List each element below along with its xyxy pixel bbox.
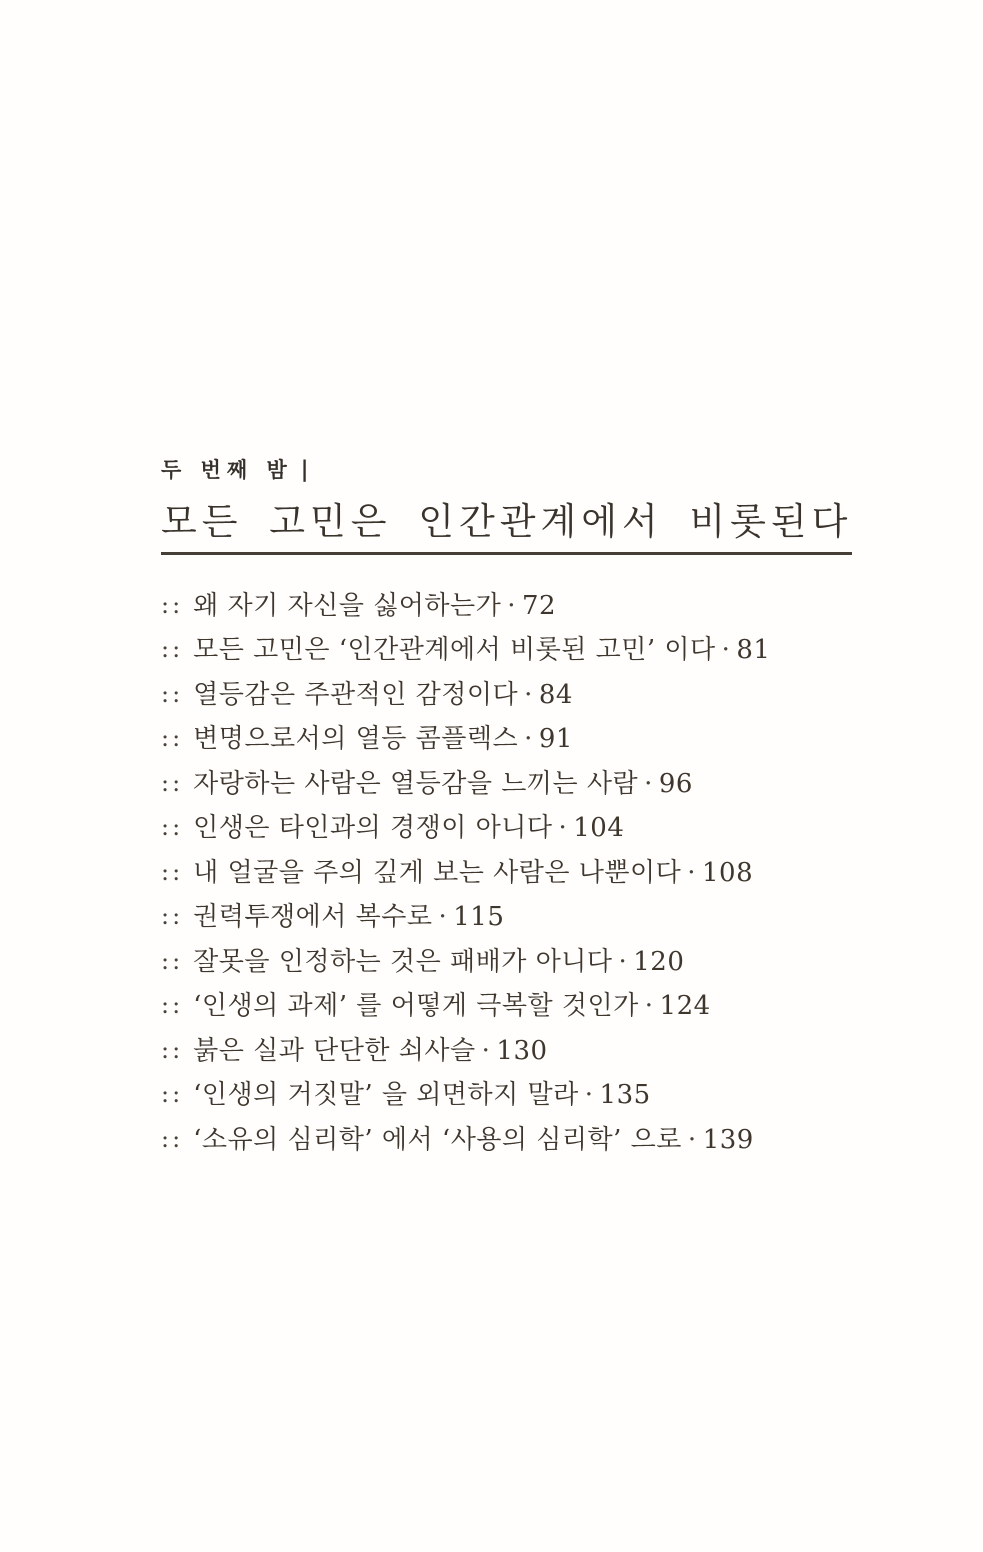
toc-page-number: 84 — [538, 679, 573, 710]
toc-item — [161, 635, 881, 666]
toc-page-number: 96 — [658, 768, 693, 799]
toc-item — [161, 902, 881, 933]
toc-item — [161, 857, 881, 888]
toc-item-title: 내 얼굴을 주의 깊게 보는 사람은 나뿐이다 — [193, 857, 682, 888]
toc-item — [161, 991, 881, 1022]
toc-item-title: 붉은 실과 단단한 쇠사슬 — [193, 1035, 476, 1066]
toc-page-number: 135 — [599, 1080, 651, 1111]
toc-page-number: 139 — [702, 1124, 754, 1155]
toc-item-title: 변명으로서의 열등 콤플렉스 — [193, 724, 519, 755]
toc-item — [161, 813, 881, 844]
toc-separator: · — [584, 1080, 594, 1111]
toc-item-title: 잘못을 인정하는 것은 패배가 아니다 — [193, 946, 613, 977]
toc-item-title: ‘소유의 심리학’ 에서 ‘사용의 심리학’ 으로 — [193, 1124, 682, 1155]
toc-page-number: 130 — [496, 1035, 548, 1066]
toc-separator: · — [438, 902, 448, 933]
toc-marker: :: — [161, 857, 184, 886]
toc-item — [161, 1035, 881, 1066]
toc-marker: :: — [161, 1035, 184, 1064]
toc-item — [161, 1080, 881, 1111]
chapter-label: 두 번째 밤 — [161, 458, 293, 482]
table-of-contents — [161, 456, 881, 1171]
toc-item-title: ‘인생의 과제’ 를 어떻게 극복할 것인가 — [193, 991, 639, 1022]
toc-page-number: 108 — [702, 857, 754, 888]
toc-page-number: 72 — [522, 590, 557, 621]
toc-page-number: 115 — [453, 902, 505, 933]
toc-marker: :: — [161, 590, 184, 619]
toc-item-title: 자랑하는 사람은 열등감을 느끼는 사람 — [193, 768, 639, 799]
toc-item — [161, 590, 881, 621]
toc-marker: :: — [161, 991, 184, 1020]
toc-item — [161, 1124, 881, 1155]
toc-separator: · — [524, 679, 533, 710]
toc-separator: · — [687, 1124, 697, 1155]
toc-page-number: 104 — [573, 813, 625, 844]
toc-item-title: 권력투쟁에서 복수로 — [193, 902, 433, 933]
toc-marker: :: — [161, 635, 184, 664]
toc-item — [161, 768, 881, 799]
toc-page-number: 81 — [736, 635, 771, 666]
toc-item-title: 열등감은 주관적인 감정이다 — [193, 679, 519, 710]
toc-separator: · — [687, 857, 696, 888]
toc-separator: · — [558, 813, 568, 844]
toc-marker: :: — [161, 902, 184, 931]
toc-separator: · — [644, 991, 654, 1022]
toc-marker: :: — [161, 813, 184, 842]
toc-item-title: 모든 고민은 ‘인간관계에서 비롯된 고민’ 이다 — [193, 635, 716, 666]
toc-marker: :: — [161, 946, 184, 975]
toc-marker: :: — [161, 1124, 184, 1153]
chapter-divider-bar: | — [300, 456, 315, 482]
toc-item-title: 왜 자기 자신을 싫어하는가 — [193, 590, 502, 621]
toc-marker: :: — [161, 724, 184, 753]
toc-list — [161, 590, 881, 1155]
toc-item-title: 인생은 타인과의 경쟁이 아니다 — [193, 813, 553, 844]
toc-marker: :: — [161, 1080, 184, 1109]
toc-separator: · — [507, 590, 517, 621]
chapter-label-row — [161, 456, 881, 482]
toc-separator: · — [644, 768, 653, 799]
toc-item — [161, 724, 881, 755]
toc-marker: :: — [161, 768, 184, 797]
toc-separator: · — [618, 946, 628, 977]
toc-item — [161, 679, 881, 710]
toc-separator: · — [524, 724, 533, 755]
toc-page-number: 124 — [659, 991, 711, 1022]
toc-page-number: 91 — [538, 724, 573, 755]
toc-separator: · — [481, 1035, 491, 1066]
toc-marker: :: — [161, 679, 184, 708]
toc-item — [161, 946, 881, 977]
chapter-title: 모든 고민은 인간관계에서 비롯된다 — [161, 502, 852, 555]
toc-page-number: 120 — [633, 946, 685, 977]
toc-separator: · — [721, 635, 731, 666]
toc-item-title: ‘인생의 거짓말’ 을 외면하지 말라 — [193, 1080, 579, 1111]
